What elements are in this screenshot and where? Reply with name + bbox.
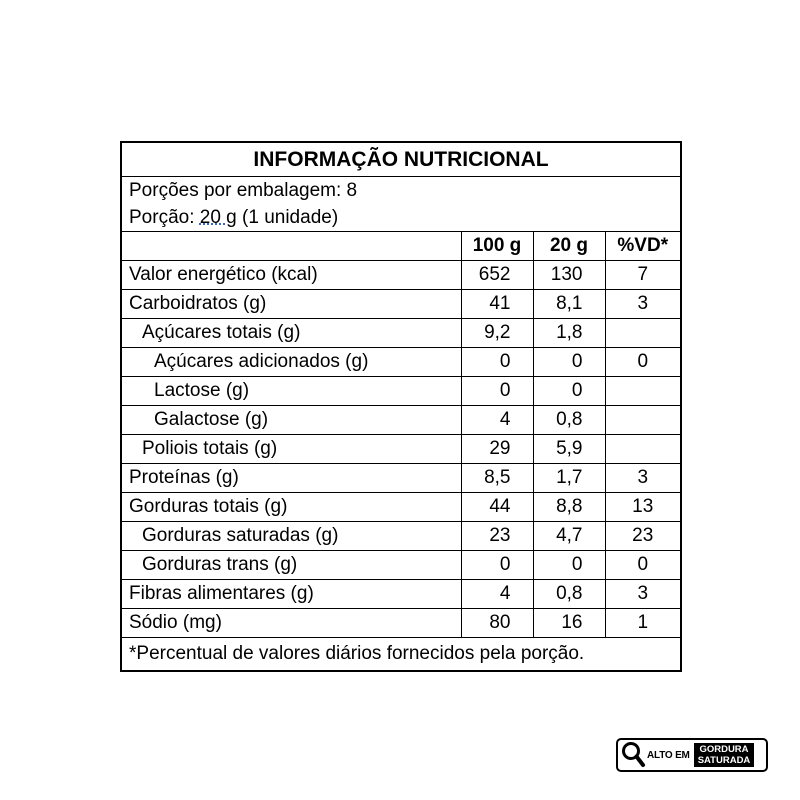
nutrition-facts-label [120, 141, 682, 672]
value-daily-percent: 1 [605, 609, 680, 638]
value-daily-percent: 7 [605, 261, 680, 290]
seal-nutrient-box [694, 743, 755, 767]
header-per-serving: 20 g [533, 232, 605, 261]
value-daily-percent: 23 [605, 522, 680, 551]
servings-per-package: Porções por embalagem: 8 [129, 180, 358, 201]
value-per-serving: 0,8 [533, 580, 605, 609]
value-per-100g: 41 [461, 290, 533, 319]
table-row [122, 435, 680, 464]
nutrient-name: Gorduras totais (g) [122, 493, 461, 522]
value-per-serving: 130 [533, 261, 605, 290]
value-daily-percent: 3 [605, 290, 680, 319]
serving-info [122, 177, 680, 232]
nutrient-name: Carboidratos (g) [122, 290, 461, 319]
nutrient-table [122, 232, 680, 637]
value-daily-percent: 0 [605, 551, 680, 580]
table-row [122, 377, 680, 406]
value-per-serving: 4,7 [533, 522, 605, 551]
value-per-serving: 0 [533, 551, 605, 580]
high-saturated-fat-seal [616, 738, 768, 772]
header-per-100g: 100 g [461, 232, 533, 261]
value-per-100g: 9,2 [461, 319, 533, 348]
value-per-100g: 0 [461, 551, 533, 580]
footnote: *Percentual de valores diários fornecidos pela porção. [122, 637, 680, 670]
value-daily-percent [605, 377, 680, 406]
value-per-serving: 1,8 [533, 319, 605, 348]
value-daily-percent [605, 406, 680, 435]
header-daily-value: %VD* [605, 232, 680, 261]
value-per-100g: 80 [461, 609, 533, 638]
seal-line-1: GORDURA [699, 744, 749, 755]
table-header-row [122, 232, 680, 261]
value-per-100g: 0 [461, 377, 533, 406]
value-per-100g: 29 [461, 435, 533, 464]
nutrient-name: Lactose (g) [122, 377, 461, 406]
serving-prefix: Porção: [129, 207, 200, 228]
value-per-100g: 4 [461, 580, 533, 609]
table-row [122, 493, 680, 522]
nutrient-name: Galactose (g) [122, 406, 461, 435]
nutrient-name: Sódio (mg) [122, 609, 461, 638]
value-per-100g: 44 [461, 493, 533, 522]
table-row [122, 319, 680, 348]
value-daily-percent: 3 [605, 580, 680, 609]
value-per-serving: 0 [533, 377, 605, 406]
nutrient-name: Poliois totais (g) [122, 435, 461, 464]
serving-suffix: (1 unidade) [236, 207, 339, 228]
serving-size [129, 204, 680, 231]
value-daily-percent: 13 [605, 493, 680, 522]
table-row [122, 609, 680, 638]
nutrient-name: Fibras alimentares (g) [122, 580, 461, 609]
value-per-100g: 8,5 [461, 464, 533, 493]
nutrient-name: Valor energético (kcal) [122, 261, 461, 290]
nutrient-name: Açúcares adicionados (g) [122, 348, 461, 377]
value-daily-percent [605, 435, 680, 464]
header-nutrient [122, 232, 461, 261]
value-per-serving: 1,7 [533, 464, 605, 493]
serving-amount: 20 g [199, 207, 237, 228]
table-row [122, 580, 680, 609]
value-per-100g: 652 [461, 261, 533, 290]
value-daily-percent: 3 [605, 464, 680, 493]
nutrient-name: Gorduras saturadas (g) [122, 522, 461, 551]
seal-line-2: SATURADA [697, 755, 751, 766]
table-row [122, 551, 680, 580]
seal-prefix: ALTO EM [647, 749, 690, 761]
table-row [122, 290, 680, 319]
table-row [122, 348, 680, 377]
table-row [122, 261, 680, 290]
value-per-serving: 8,1 [533, 290, 605, 319]
value-per-serving: 0 [533, 348, 605, 377]
value-per-serving: 5,9 [533, 435, 605, 464]
value-daily-percent: 0 [605, 348, 680, 377]
value-per-serving: 8,8 [533, 493, 605, 522]
nutrient-name: Açúcares totais (g) [122, 319, 461, 348]
value-per-serving: 0,8 [533, 406, 605, 435]
value-per-100g: 0 [461, 348, 533, 377]
nutrient-name: Proteínas (g) [122, 464, 461, 493]
nutrient-name: Gorduras trans (g) [122, 551, 461, 580]
value-per-100g: 23 [461, 522, 533, 551]
table-row [122, 464, 680, 493]
value-daily-percent [605, 319, 680, 348]
label-title: INFORMAÇÃO NUTRICIONAL [122, 143, 680, 177]
table-row [122, 522, 680, 551]
table-row [122, 406, 680, 435]
value-per-serving: 16 [533, 609, 605, 638]
value-per-100g: 4 [461, 406, 533, 435]
magnifier-icon [620, 740, 646, 770]
